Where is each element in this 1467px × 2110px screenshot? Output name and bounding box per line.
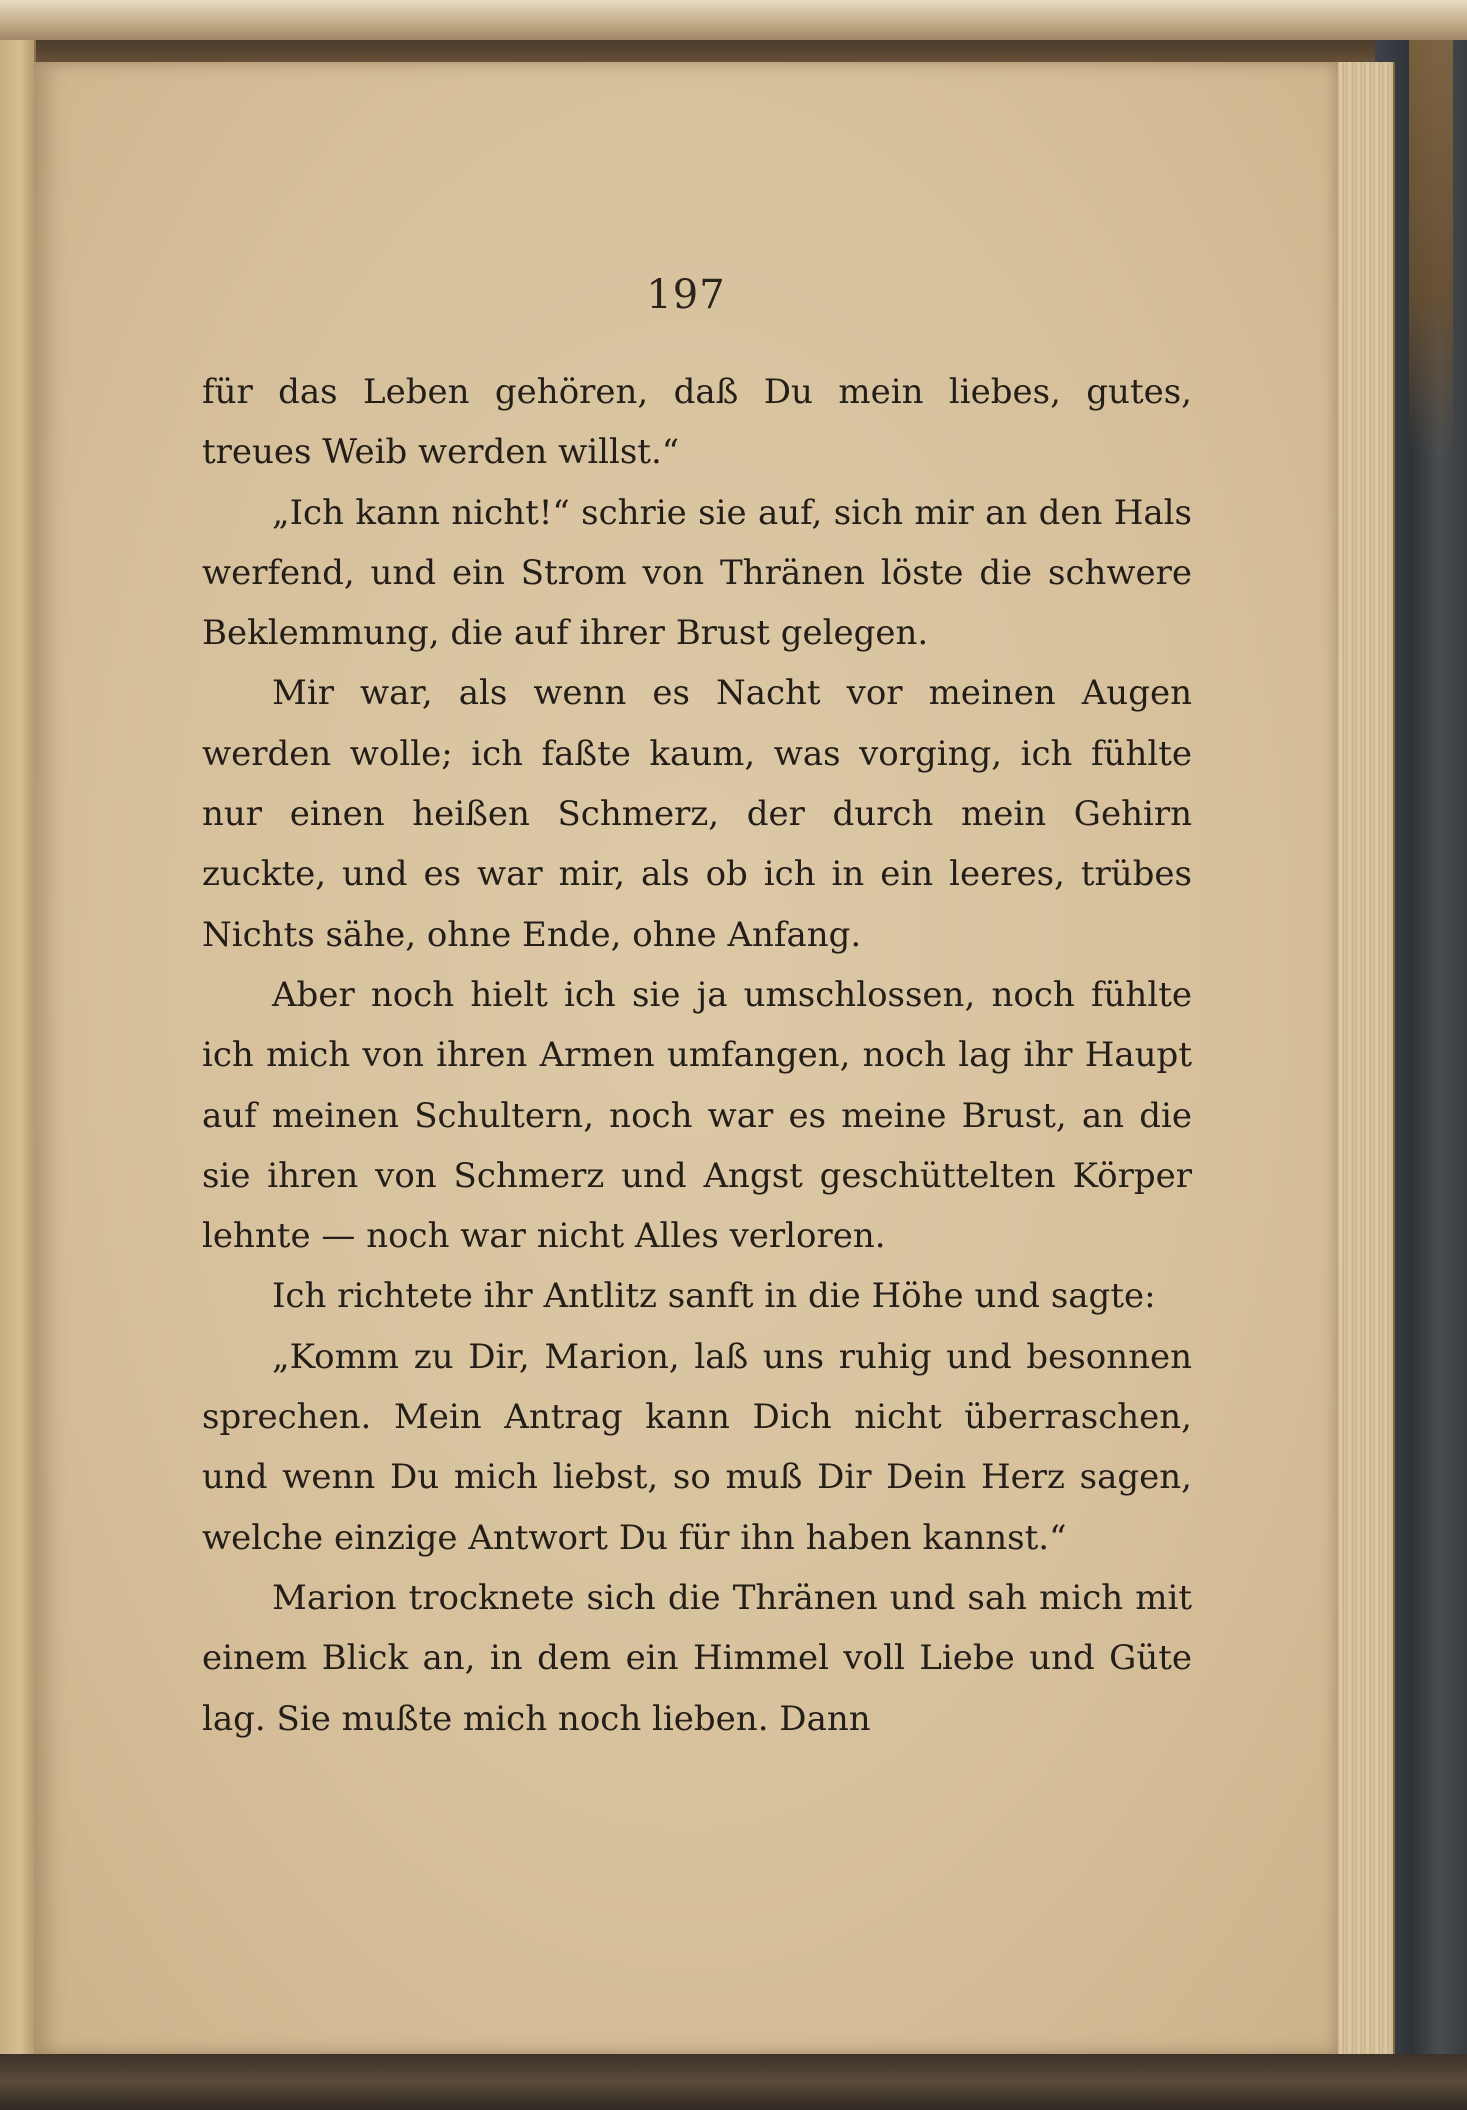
page-number: 197	[646, 272, 726, 318]
paragraph-6: „Komm zu Dir, Marion, laß uns ruhig und besonnen sprechen. Mein Antrag kann Dich nicht überraschen, und wenn Du mich liebst, so muß Dir Dein Herz sagen, welche einzige Antwort Du für ihn haben kannst.“	[202, 1336, 1192, 1558]
paragraph-4: Aber noch hielt ich sie ja umschlossen, noch fühlte ich mich von ihren Armen umfangen, noch lag ihr Haupt auf meinen Schultern, noch war es meine Brust, an die sie ihren von Schmerz und Angst geschüttelten Körper lehnte — noch war nicht Alles verloren.	[202, 974, 1192, 1257]
page-stack-edge	[1335, 62, 1395, 2054]
bottom-cover-edge	[0, 2054, 1467, 2110]
paragraph-3: Mir war, als wenn es Nacht vor meinen Augen werden wolle; ich faßte kaum, was vorging, ich fühlte nur einen heißen Schmerz, der durch mein Gehirn zuckte, und es war mir, als ob ich in ein leeres, trübes Nichts sähe, ohne Ende, ohne Anfang.	[202, 673, 1192, 955]
page-text	[202, 362, 1192, 1749]
paragraph-2: „Ich kann nicht!“ schrie sie auf, sich mir an den Hals werfend, und ein Strom von Thränen löste die schwere Beklemmung, die auf ihrer Brust gelegen.	[202, 492, 1192, 654]
facing-page-edge	[0, 40, 36, 2090]
cover-wear-mark	[1409, 40, 1453, 460]
book-page	[34, 62, 1338, 2054]
paragraph-1: für das Leben gehören, daß Du mein liebes, gutes, treues Weib werden willst.“	[202, 372, 1192, 473]
paragraph-5: Ich richtete ihr Antlitz sanft in die Höhe und sagte:	[272, 1276, 1156, 1317]
paragraph-7: Marion trocknete sich die Thränen und sah mich mit einem Blick an, in dem ein Himmel voll Liebe und Güte lag. Sie mußte mich noch lieben. Dann	[202, 1577, 1192, 1739]
